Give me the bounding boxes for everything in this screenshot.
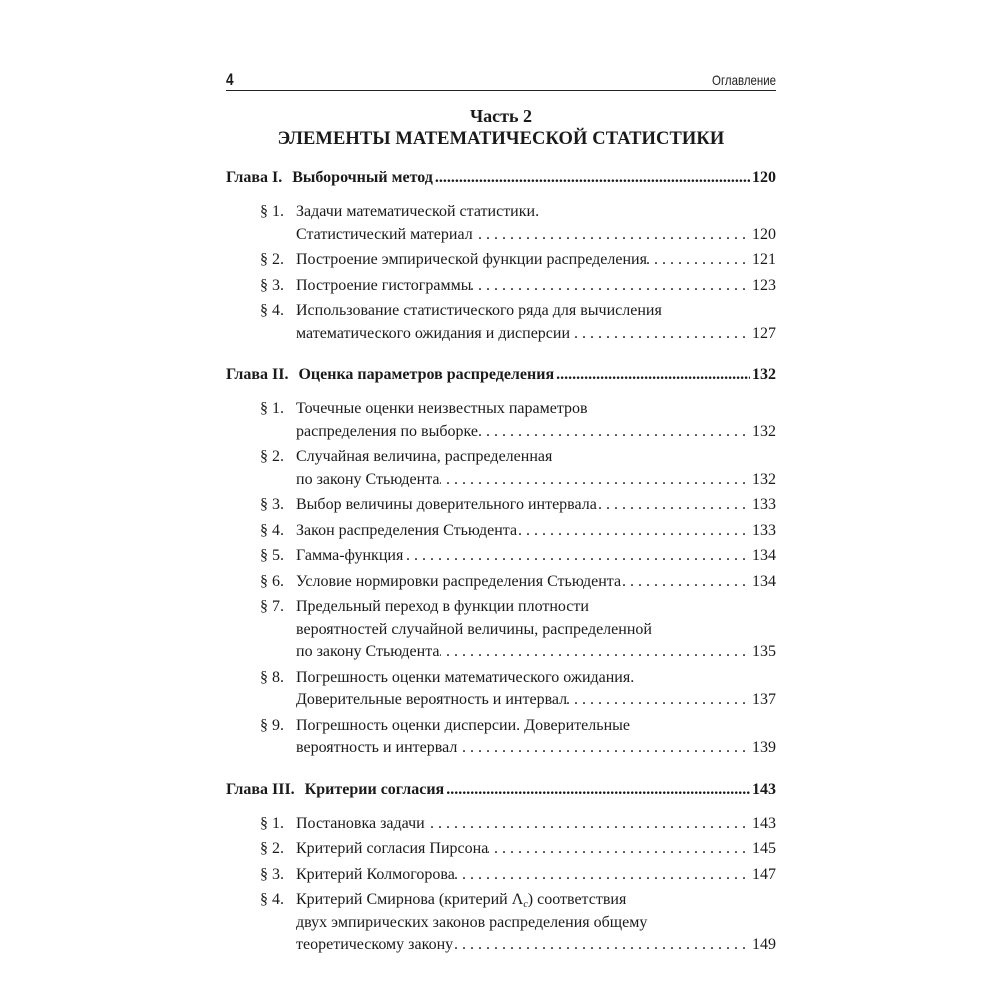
section-mark: § 4. (260, 521, 284, 539)
section-text: двух эмпирических законов распределения общему (296, 913, 648, 931)
section-line (296, 619, 776, 642)
leader-dots (597, 494, 746, 517)
chapter-page: 120 (752, 169, 776, 186)
section-text: распределения по выборке (296, 422, 478, 440)
section-line (296, 545, 776, 568)
section-line (296, 813, 776, 836)
section-page: 133 (752, 496, 776, 513)
section-body (296, 596, 776, 664)
section-entry[interactable] (260, 494, 776, 517)
section-text: Условие нормировки распределения Стьюдента (296, 572, 622, 590)
section-entry[interactable] (260, 398, 776, 443)
section-mark: § 3. (260, 865, 284, 883)
section-page: 132 (752, 470, 776, 488)
section-body (296, 545, 776, 568)
section-mark: § 7. (260, 598, 284, 615)
table-of-contents (226, 167, 776, 960)
section-list (226, 813, 776, 960)
chapter-entry[interactable] (226, 364, 776, 386)
section-line (296, 864, 776, 887)
leader-dots (570, 323, 746, 346)
section-line (296, 912, 776, 935)
section-body (296, 838, 776, 861)
spacer (226, 345, 776, 348)
section-text: Критерий Смирнова (критерий $\Lambda_c$) соответствия (296, 891, 627, 910)
section-line (296, 520, 776, 543)
section-body (296, 494, 776, 517)
section-entry[interactable] (260, 864, 776, 887)
section-page: 121 (752, 251, 776, 268)
section-body (296, 667, 776, 712)
leader-dots (473, 224, 746, 247)
chapter-entry[interactable] (226, 167, 776, 189)
running-head (226, 66, 776, 91)
section-entry[interactable] (260, 715, 776, 760)
section-line (296, 249, 776, 272)
chapter-title: Выборочный метод (292, 169, 433, 186)
section-mark: § 2. (260, 448, 284, 465)
section-page: 139 (752, 739, 776, 756)
chapter-title: Оценка параметров распределения (298, 366, 555, 383)
section-body (296, 864, 776, 887)
section-text: Доверительные вероятность и интервал (296, 691, 568, 708)
toc-page (226, 66, 776, 966)
section-page: 145 (752, 840, 776, 857)
leader-dots (403, 545, 746, 568)
section-line (296, 494, 776, 517)
leader-dots (457, 737, 746, 760)
section-body (296, 446, 776, 491)
chapter-page: 143 (752, 780, 776, 798)
section-mark: § 1. (260, 400, 284, 417)
section-page: 127 (752, 324, 776, 342)
section-line (296, 889, 776, 912)
leader-dots (621, 571, 746, 594)
part-title: ЭЛЕМЕНТЫ МАТЕМАТИЧЕСКОЙ СТАТИСТИКИ (277, 129, 725, 149)
section-body (296, 275, 776, 298)
section-page: 137 (752, 691, 776, 708)
section-body (296, 520, 776, 543)
section-mark: § 2. (260, 251, 284, 268)
section-text: вероятность и интервал (296, 739, 458, 756)
subscript: c (523, 899, 528, 910)
section-text: Гамма-функция (296, 547, 404, 564)
section-text: Погрешность оценки математического ожидания. (296, 668, 635, 686)
section-line (296, 934, 776, 957)
section-page: 134 (752, 547, 776, 564)
section-line (296, 641, 776, 664)
section-text: Постановка задачи (296, 814, 425, 832)
section-line (296, 300, 776, 323)
leader-dots (554, 364, 750, 386)
section-text: Статистический материал (296, 225, 473, 243)
chapter-label: Глава I. (226, 169, 283, 186)
section-entry[interactable] (260, 300, 776, 345)
section-entry[interactable] (260, 571, 776, 594)
section-page: 120 (752, 225, 776, 243)
section-mark: § 4. (260, 891, 284, 908)
spacer (226, 760, 776, 763)
section-line (296, 596, 776, 619)
leader-dots (433, 167, 750, 189)
chapter-title: Критерии согласия (304, 780, 445, 798)
section-list (226, 201, 776, 348)
section-text: Закон распределения Стьюдента (296, 521, 518, 539)
section-page: 133 (752, 521, 776, 539)
section-page: 143 (752, 814, 776, 832)
section-text: Задачи математической статистики. (296, 203, 540, 220)
section-entry[interactable] (260, 201, 776, 246)
section-line (296, 201, 776, 224)
page-number: 4 (226, 70, 234, 89)
section-line (296, 224, 776, 247)
leader-dots (444, 779, 750, 801)
section-text: Погрешность оценки дисперсии. Доверительные (296, 716, 630, 734)
section-text: по закону Стьюдента (296, 470, 440, 488)
section-list (226, 398, 776, 763)
section-body (296, 398, 776, 443)
section-body (296, 201, 776, 246)
section-mark: § 6. (260, 572, 284, 590)
leader-dots (517, 520, 746, 543)
section-text: Построение гистограммы (296, 276, 472, 294)
section-mark: § 3. (260, 276, 284, 294)
leader-dots (478, 421, 746, 444)
section-entry[interactable] (260, 275, 776, 298)
section-mark: § 1. (260, 203, 284, 220)
section-page: 149 (752, 936, 776, 953)
section-mark: § 4. (260, 302, 284, 319)
section-text: Предельный переход в функции плотности (296, 598, 589, 615)
section-text: Случайная величина, распределенная (296, 448, 553, 465)
section-page: 135 (752, 643, 776, 660)
chapter-page: 132 (752, 366, 776, 383)
leader-dots (647, 249, 746, 272)
part-label: Часть 2 (469, 106, 533, 126)
leader-dots (440, 641, 747, 664)
section-body (296, 889, 776, 957)
section-page: 134 (752, 572, 776, 590)
section-line (296, 421, 776, 444)
chapter-entry[interactable] (226, 779, 776, 801)
section-mark: § 8. (260, 668, 284, 686)
spacer (226, 957, 776, 960)
section-text: Использование статистического ряда для вычисления (296, 302, 662, 319)
section-mark: § 5. (260, 547, 284, 564)
section-mark: § 1. (260, 814, 284, 832)
section-body (296, 249, 776, 272)
section-page: 132 (752, 422, 776, 440)
section-line (296, 275, 776, 298)
section-line (296, 446, 776, 469)
section-mark: § 2. (260, 840, 284, 857)
section-line (296, 469, 776, 492)
section-text: Выбор величины доверительного интервала (296, 496, 597, 513)
section-entry[interactable] (260, 889, 776, 957)
section-text: математического ожидания и дисперсии (296, 324, 571, 342)
section-text: теоретическому закону (296, 936, 454, 953)
section-entry[interactable] (260, 813, 776, 836)
section-line (296, 398, 776, 421)
section-text: вероятностей случайной величины, распределенной (296, 620, 652, 638)
section-text: Критерий Колмогорова (296, 865, 455, 883)
section-page: 123 (752, 276, 776, 294)
section-body (296, 300, 776, 345)
section-line (296, 737, 776, 760)
section-body (296, 813, 776, 836)
section-entry[interactable] (260, 520, 776, 543)
section-line (296, 838, 776, 861)
leader-dots (567, 689, 746, 712)
section-mark: § 3. (260, 496, 284, 513)
section-line (296, 689, 776, 712)
section-entry[interactable] (260, 249, 776, 272)
section-entry[interactable] (260, 545, 776, 568)
leader-dots (471, 275, 746, 298)
leader-dots (455, 864, 746, 887)
section-text: Точечные оценки неизвестных параметров (296, 400, 588, 417)
section-text: по закону Стьюдента (296, 643, 440, 660)
section-mark: § 9. (260, 716, 284, 734)
section-body (296, 571, 776, 594)
section-line (296, 667, 776, 690)
section-entry[interactable] (260, 446, 776, 491)
chapter-label: Глава III. (226, 780, 295, 798)
running-title: Оглавление (711, 72, 776, 88)
leader-dots (488, 838, 746, 861)
section-text: Критерий согласия Пирсона (296, 840, 489, 857)
leader-dots (425, 813, 746, 836)
section-body (296, 715, 776, 760)
section-entry[interactable] (260, 667, 776, 712)
section-entry[interactable] (260, 596, 776, 664)
section-text: Построение эмпирической функции распределения (296, 251, 647, 268)
section-page: 147 (752, 865, 776, 883)
part-heading (226, 105, 776, 151)
section-line (296, 715, 776, 738)
leader-dots (453, 934, 746, 957)
leader-dots (440, 469, 747, 492)
chapter-label: Глава II. (226, 366, 289, 383)
section-line (296, 571, 776, 594)
section-entry[interactable] (260, 838, 776, 861)
section-line (296, 323, 776, 346)
